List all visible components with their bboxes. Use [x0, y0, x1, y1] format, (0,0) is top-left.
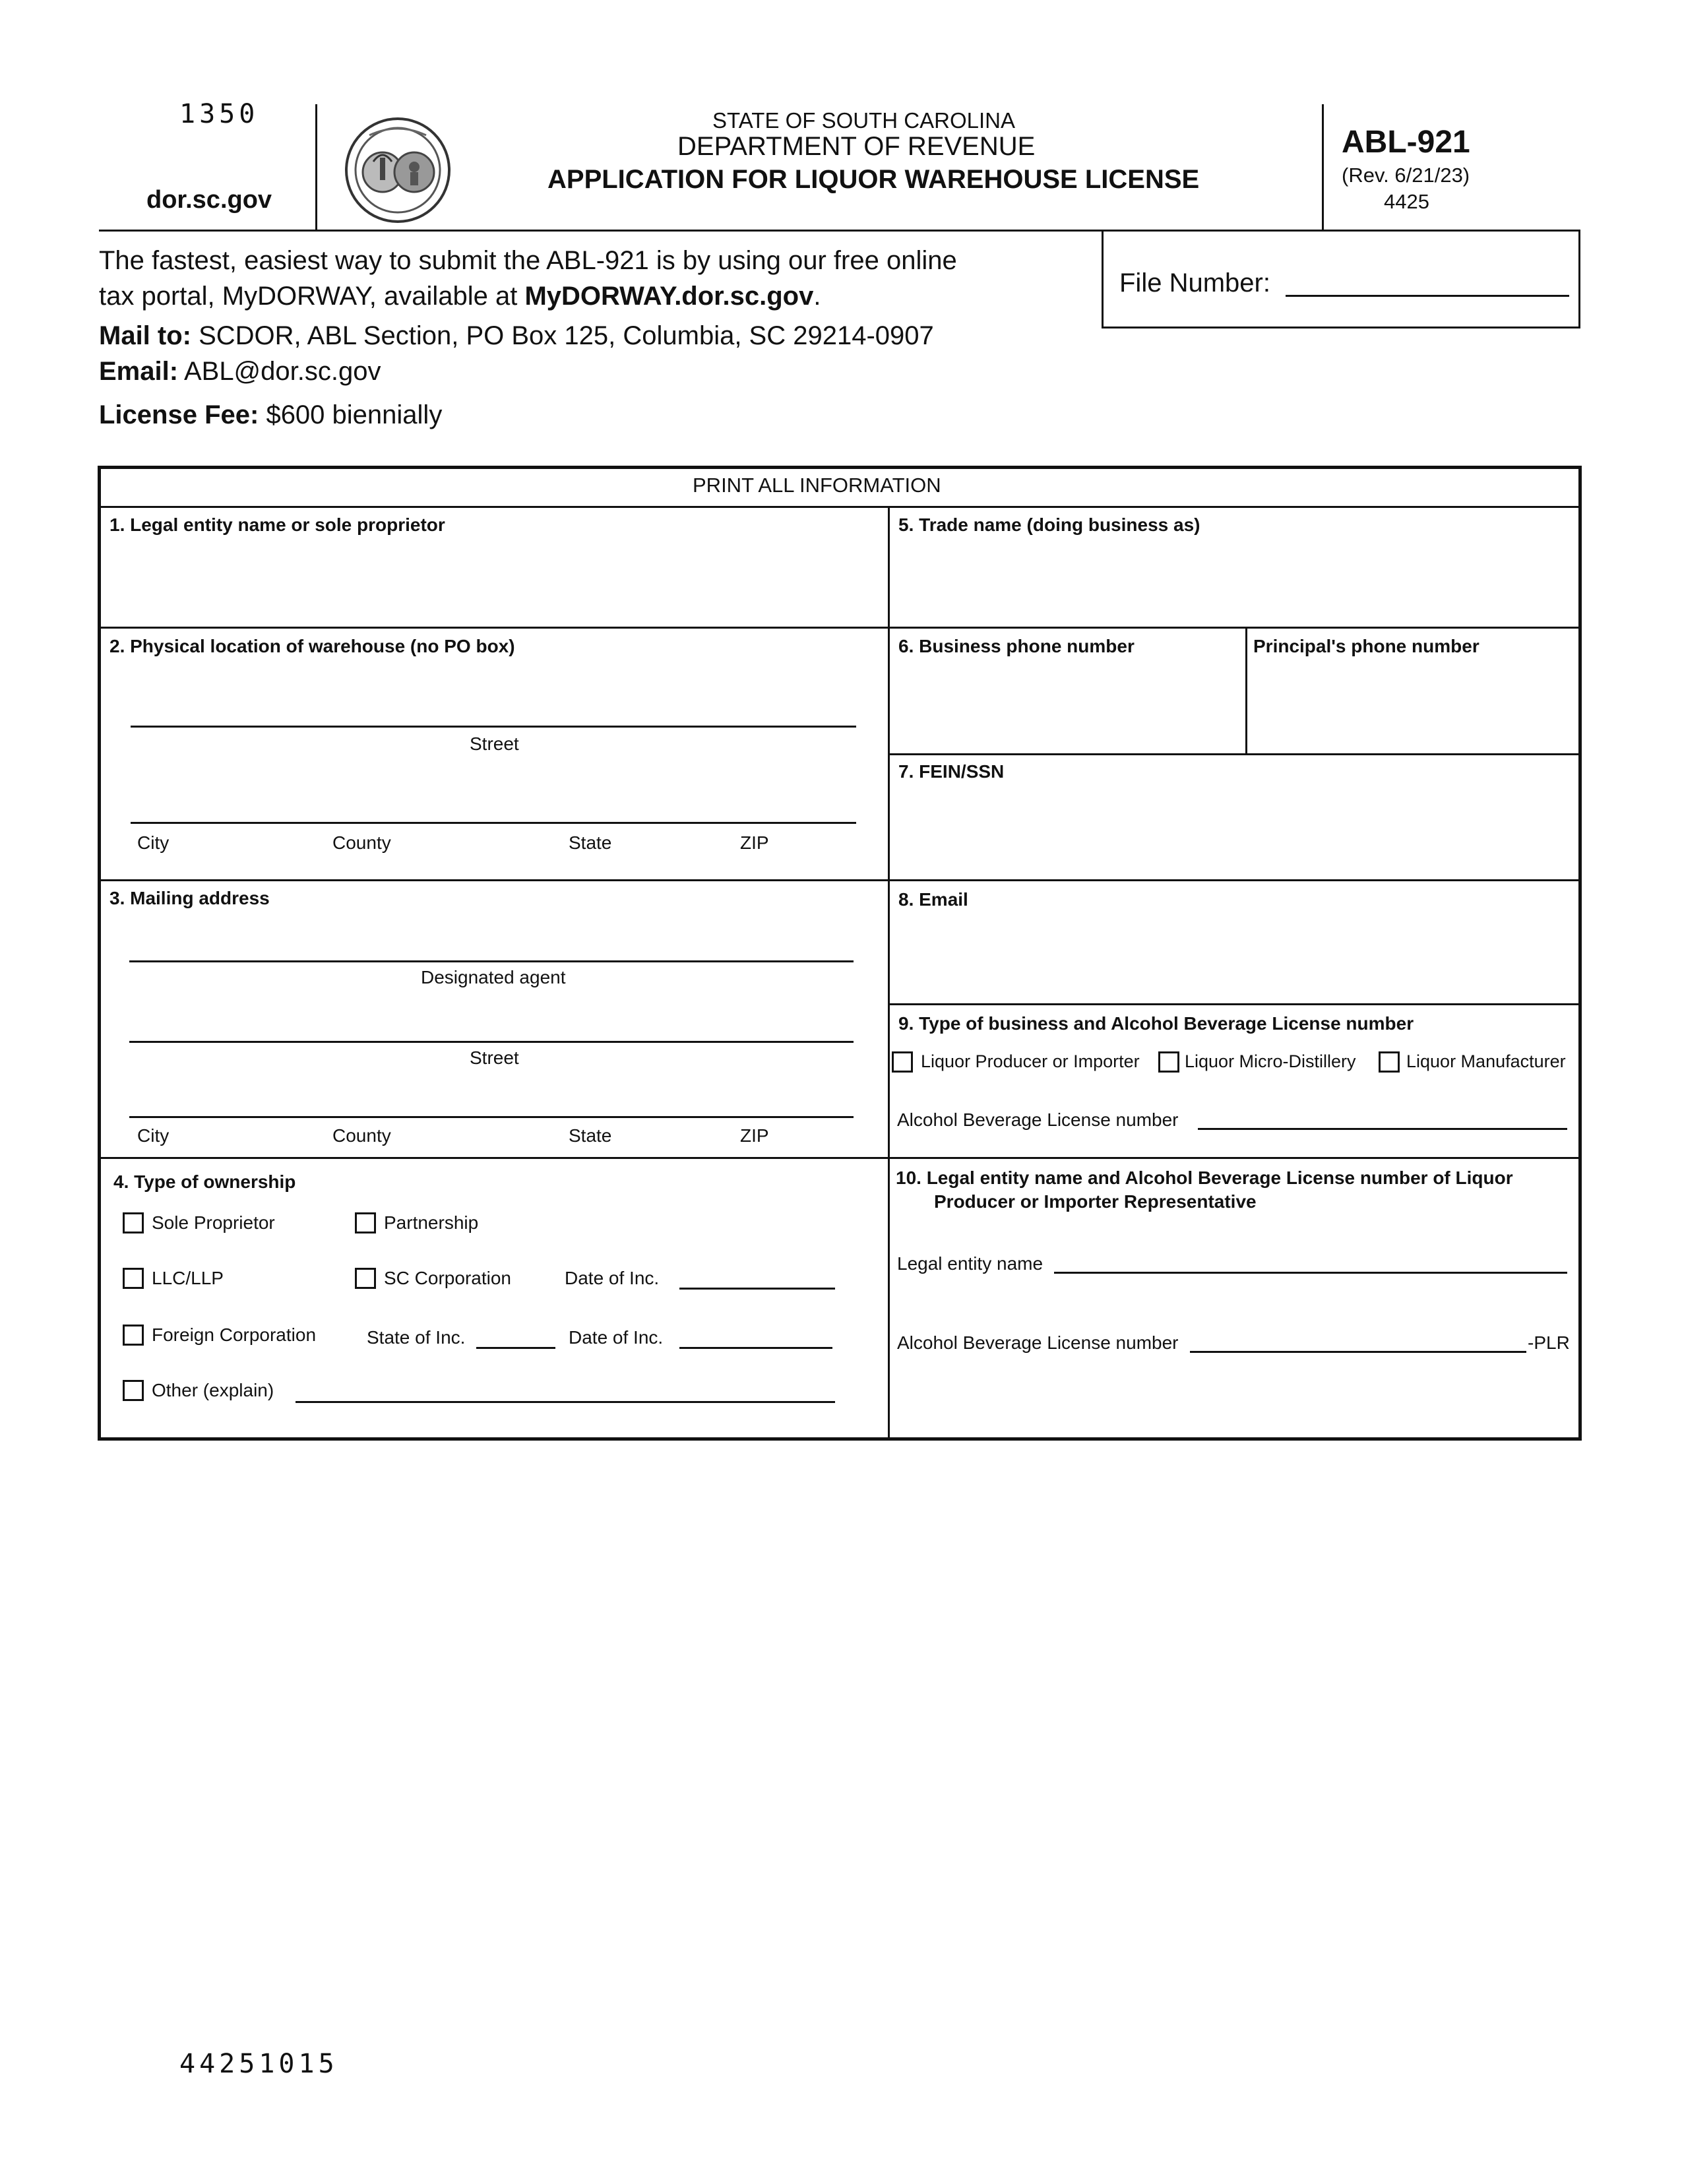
field-5-trade-name-label: 5. Trade name (doing business as): [898, 515, 1200, 535]
state-seal-icon: [343, 115, 452, 225]
row-rule-left-2: [99, 879, 888, 881]
llc-llp-checkbox[interactable]: [123, 1268, 144, 1289]
field-10-label-line-1: 10. Legal entity name and Alcohol Beverage License number of Liquor: [896, 1168, 1513, 1188]
field-2-city-line[interactable]: [131, 822, 856, 824]
liquor-producer-label: Liquor Producer or Importer: [921, 1051, 1140, 1071]
liquor-manufacturer-checkbox[interactable]: [1379, 1051, 1400, 1073]
license-fee-label: License Fee:: [99, 400, 259, 429]
intro-line-2-prefix: tax portal, MyDORWAY, available at: [99, 282, 525, 311]
field-7-fein-label: 7. FEIN/SSN: [898, 761, 1005, 782]
license-fee: [99, 400, 442, 430]
other-ownership-checkbox[interactable]: [123, 1380, 144, 1401]
state-name: STATE OF SOUTH CAROLINA: [712, 108, 1015, 133]
llc-llp-label: LLC/LLP: [152, 1268, 224, 1288]
intro-line-2-suffix: .: [813, 282, 821, 311]
other-explain-field[interactable]: [296, 1401, 835, 1403]
principal-phone-label: Principal's phone number: [1253, 636, 1480, 656]
header-divider-left: [315, 104, 317, 230]
other-ownership-label: Other (explain): [152, 1380, 274, 1400]
sc-corporation-label: SC Corporation: [384, 1268, 511, 1288]
field-2-county-caption: County: [332, 832, 391, 853]
field-10-license-field[interactable]: [1190, 1351, 1526, 1353]
field-3-county-caption: County: [332, 1125, 391, 1146]
license-fee-value: $600 biennially: [259, 400, 443, 429]
row-rule-right-2: [888, 753, 1580, 755]
form-code-top: 1350: [179, 99, 259, 129]
row-rule-left-3: [99, 1157, 888, 1159]
field-3-agent-line[interactable]: [129, 960, 854, 962]
field-3-agent-caption: Designated agent: [421, 967, 566, 987]
field-3-street-line[interactable]: [129, 1041, 854, 1043]
intro-line-2: [99, 278, 957, 314]
field-2-street-line[interactable]: [131, 726, 856, 728]
print-all-banner: PRINT ALL INFORMATION: [693, 474, 941, 497]
field-3-state-caption: State: [569, 1125, 612, 1146]
email-label: Email:: [99, 357, 179, 386]
liquor-micro-distillery-label: Liquor Micro-Distillery: [1185, 1051, 1356, 1071]
form-id: 4425: [1384, 190, 1429, 213]
field-10-entity-field[interactable]: [1054, 1272, 1567, 1274]
field-3-street-caption: Street: [470, 1047, 519, 1068]
state-of-inc-label: State of Inc.: [367, 1327, 466, 1348]
field-10-label-line-2: Producer or Importer Representative: [934, 1191, 1257, 1212]
field-2-state-caption: State: [569, 832, 612, 853]
mail-to-label: Mail to:: [99, 321, 191, 350]
sc-date-of-inc-field[interactable]: [679, 1288, 835, 1290]
row-rule-left-1: [99, 627, 888, 629]
foreign-date-of-inc-label: Date of Inc.: [569, 1327, 664, 1348]
state-of-inc-field[interactable]: [476, 1347, 555, 1349]
row-rule-right-1: [888, 627, 1580, 629]
banner-rule: [99, 506, 1580, 508]
partnership-label: Partnership: [384, 1212, 479, 1233]
field-3-city-line[interactable]: [129, 1116, 854, 1118]
liquor-producer-checkbox[interactable]: [892, 1051, 913, 1073]
mail-to-value: SCDOR, ABL Section, PO Box 125, Columbia, SC 29214-0907: [191, 321, 934, 350]
sc-corporation-checkbox[interactable]: [355, 1268, 376, 1289]
website-label: dor.sc.gov: [146, 186, 272, 214]
field-10-entity-label: Legal entity name: [897, 1253, 1043, 1274]
field-1-legal-entity-label: 1. Legal entity name or sole proprietor: [109, 515, 445, 535]
sole-proprietor-label: Sole Proprietor: [152, 1212, 275, 1233]
field-2-physical-location-label: 2. Physical location of warehouse (no PO box): [109, 636, 515, 656]
intro-text: [99, 243, 957, 314]
field-2-city-caption: City: [137, 832, 170, 853]
table-column-divider: [888, 506, 890, 1439]
field-7-fein-input[interactable]: [890, 788, 1578, 876]
field-3-city-caption: City: [137, 1125, 170, 1146]
liquor-manufacturer-label: Liquor Manufacturer: [1406, 1051, 1566, 1071]
intro-line-1: The fastest, easiest way to submit the ABL-921 is by using our free online: [99, 246, 957, 275]
form-title: APPLICATION FOR LIQUOR WAREHOUSE LICENSE: [547, 165, 1200, 194]
field-3-mailing-address-label: 3. Mailing address: [109, 888, 270, 908]
department-name: DEPARTMENT OF REVENUE: [677, 132, 1036, 161]
principal-phone-input[interactable]: [1249, 660, 1578, 751]
field-1-legal-entity-input[interactable]: [100, 541, 885, 624]
field-9-license-field[interactable]: [1198, 1128, 1567, 1130]
field-9-business-type-label: 9. Type of business and Alcohol Beverage License number: [898, 1013, 1414, 1034]
footer-form-number: 44251015: [179, 2049, 338, 2079]
file-number-box: [1102, 230, 1580, 328]
field-2-street-caption: Street: [470, 733, 519, 754]
field-6-business-phone-label: 6. Business phone number: [898, 636, 1135, 656]
form-revision: (Rev. 6/21/23): [1342, 164, 1470, 187]
file-number-field[interactable]: [1286, 295, 1569, 297]
mail-to: [99, 321, 934, 351]
sc-date-of-inc-label: Date of Inc.: [565, 1268, 660, 1288]
field-6-business-phone-input[interactable]: [890, 660, 1243, 751]
field-8-email-input[interactable]: [890, 916, 1578, 1000]
field-3-zip-caption: ZIP: [740, 1125, 769, 1146]
file-number-label: File Number:: [1119, 268, 1270, 297]
email-contact: [99, 357, 381, 387]
header-divider-right: [1322, 104, 1324, 230]
row-rule-right-5: [888, 1157, 1580, 1159]
field-5-trade-name-input[interactable]: [890, 541, 1578, 624]
field-10-license-label: Alcohol Beverage License number: [897, 1332, 1179, 1353]
form-number: ABL-921: [1342, 125, 1470, 160]
row-rule-right-3: [888, 879, 1580, 881]
email-value: ABL@dor.sc.gov: [178, 357, 381, 386]
sole-proprietor-checkbox[interactable]: [123, 1212, 144, 1233]
foreign-corporation-checkbox[interactable]: [123, 1325, 144, 1346]
phone-divider: [1245, 627, 1247, 753]
mydorway-link[interactable]: MyDORWAY.dor.sc.gov: [524, 282, 814, 311]
partnership-checkbox[interactable]: [355, 1212, 376, 1233]
field-10-plr-suffix: -PLR: [1528, 1332, 1570, 1353]
field-2-zip-caption: ZIP: [740, 832, 769, 853]
field-4-ownership-label: 4. Type of ownership: [113, 1171, 296, 1192]
liquor-micro-distillery-checkbox[interactable]: [1158, 1051, 1179, 1073]
foreign-corporation-label: Foreign Corporation: [152, 1325, 317, 1345]
field-8-email-label: 8. Email: [898, 889, 968, 910]
field-9-license-label: Alcohol Beverage License number: [897, 1109, 1179, 1130]
row-rule-right-4: [888, 1003, 1580, 1005]
foreign-date-of-inc-field[interactable]: [679, 1347, 832, 1349]
